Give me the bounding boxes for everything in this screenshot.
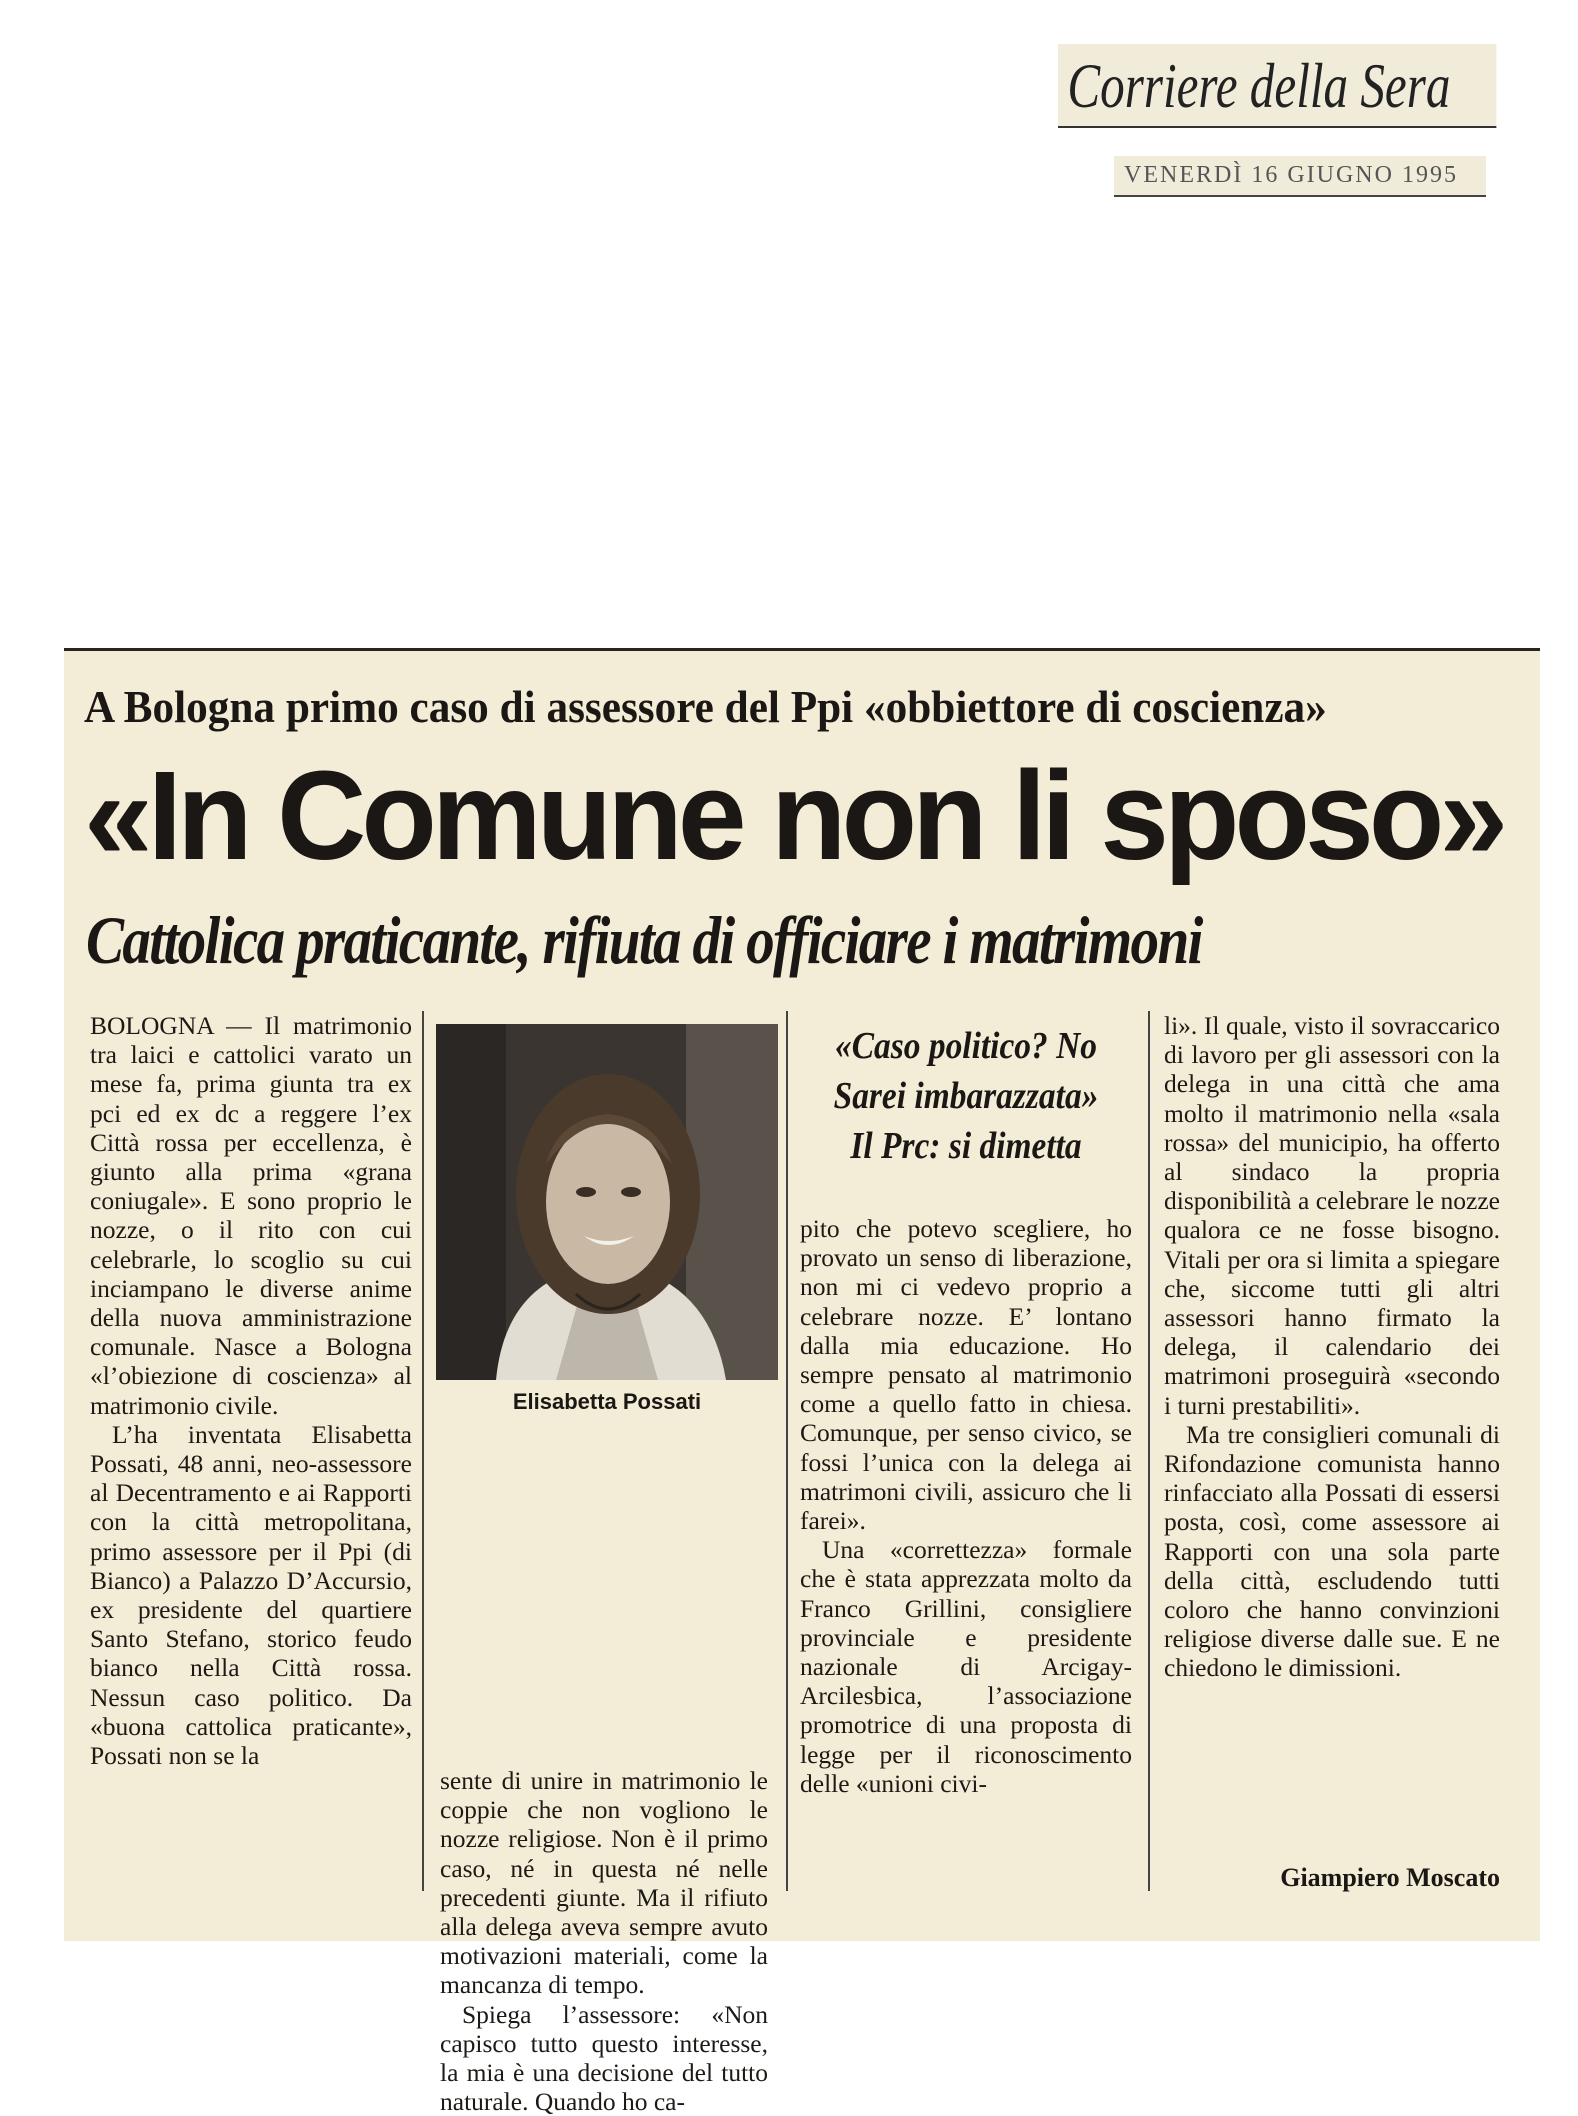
- paragraph: Spiega l’assessore: «Non capisco tutto questo interesse, la mia è una decisione del tutto naturale. Quando ho ca-: [440, 1999, 768, 2116]
- column-divider: [1148, 1011, 1150, 1891]
- pull-quote-line: Il Prc: si dimetta: [850, 1125, 1082, 1167]
- photo-caption: Elisabetta Possati: [512, 1389, 702, 1414]
- article-column-4: [1164, 1011, 1500, 1683]
- paragraph: Ma tre consiglieri comunali di Rifondazione comunista hanno rinfacciato alla Possati di essersi posta, così, come assessore ai Rapporti con una sola parte della città, escludendo tutti coloro che hanno convinzioni religiose diverse dalle sue. E ne chiedono le dimissioni.: [1164, 1419, 1500, 1683]
- article-clipping: [64, 648, 1540, 2116]
- article-column-3: [800, 1214, 1132, 1798]
- paragraph: li». Il quale, visto il sovraccarico di lavoro per gli assessori con la delega in una città che ama molto il matrimonio nella «sala rossa» del municipio, ha offerto al sindaco la propria disponibilità a celebrare le nozze qualora ce ne fosse bisogno. Vitali per ora si limita a spiegare che, siccome tutti gli altri assessori hanno firmato la delega, il calendario dei matrimoni proseguirà «secondo i turni prestabiliti».: [1164, 1011, 1500, 1420]
- paragraph: Una «correttezza» formale che è stata apprezzata molto da Franco Grillini, consigliere provinciale e presidente nazionale di Arcigay-Arcilesbica, l’associazione promotrice di una proposta di legge per il riconoscimento delle «unioni civi-: [800, 1535, 1132, 1798]
- article-headline: «In Comune non li sposo»: [84, 745, 1504, 886]
- paragraph: L’ha inventata Elisabetta Possati, 48 anni, neo-assessore al Decentramento e ai Rapporti con la città metropolitana, primo assessore per il Ppi (di Bianco) a Palazzo D’Accursio, ex presidente del quartiere Santo Stefano, storico feudo bianco nella Città rossa. Nessun caso politico. Da «buona cattolica praticante», Possati non se la: [90, 1419, 412, 1771]
- woman-portrait-image: [436, 1024, 778, 1380]
- pull-quote: [820, 1021, 1112, 1171]
- newspaper-masthead: [1058, 44, 1498, 188]
- article-column-1: [90, 1011, 412, 1770]
- column-divider: [786, 1011, 788, 1891]
- pull-quote-line: «Caso politico? No: [835, 1025, 1097, 1067]
- paragraph: sente di unire in matrimonio le coppie che non vogliono le nozze religiose. Non è il primo caso, né in questa né nelle precedenti giunte. Ma il rifiuto alla delega aveva sempre avuto motivazioni materiali, come la mancanza di tempo.: [440, 1766, 768, 2000]
- article-column-2: [440, 1766, 768, 2116]
- pull-quote-line: Sarei imbarazzata»: [833, 1075, 1099, 1117]
- publication-date: VENERDÌ 16 GIUGNO 1995: [1114, 156, 1486, 197]
- column-divider: [422, 1011, 424, 1891]
- article-subhead: Cattolica praticante, rifiuta di officiare i matrimoni: [86, 902, 1202, 978]
- portrait-photo: [436, 1024, 778, 1380]
- article-kicker: A Bologna primo caso di assessore del Ppi «obbiettore di coscienza»: [84, 681, 1327, 732]
- article-byline: Giampiero Moscato: [1280, 1863, 1500, 1892]
- newspaper-name: Corriere della Sera: [1058, 44, 1496, 128]
- paragraph: BOLOGNA — Il matrimonio tra laici e cattolici varato un mese fa, prima giunta tra ex pci ed ex dc a reggere l’ex Città rossa per eccellenza, è giunto alla prima «grana coniugale». E sono proprio le nozze, o il rito con cui celebrarle, lo scoglio su cui inciampano le diverse anime della nuova amministrazione comunale. Nasce a Bologna «l’obiezione di coscienza» al matrimonio civile.: [90, 1011, 412, 1420]
- paragraph: pito che potevo scegliere, ho provato un senso di liberazione, non mi ci vedevo proprio a celebrare nozze. E’ lontano dalla mia educazione. Ho sempre pensato al matrimonio come a quello fatto in chiesa. Comunque, per senso civico, se fossi l’unica con la delega ai matrimoni civili, assicuro che li farei».: [800, 1214, 1132, 1536]
